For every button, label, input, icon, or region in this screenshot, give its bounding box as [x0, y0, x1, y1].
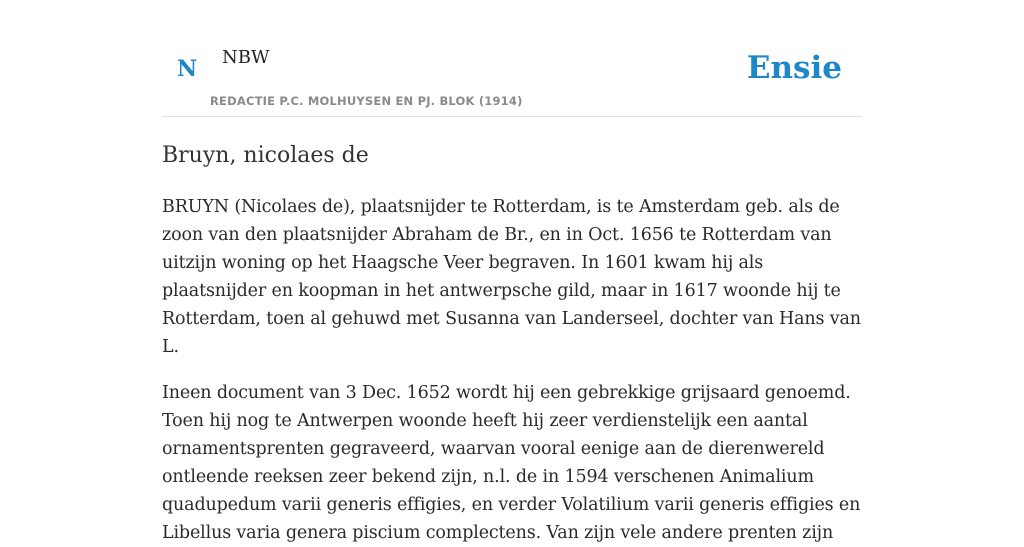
ensie-logo-link[interactable]: Ensie: [746, 50, 842, 86]
source-logo-letter[interactable]: N: [177, 56, 198, 82]
source-editors: REDACTIE P.C. MOLHUYSEN EN PJ. BLOK (1914): [210, 94, 523, 108]
article-body: [162, 193, 862, 547]
article-title: Bruyn, nicolaes de: [162, 143, 369, 168]
source-name[interactable]: NBW: [222, 47, 270, 68]
article-paragraph: BRUYN (Nicolaes de), plaatsnijder te Rotterdam, is te Amsterdam geb. als de zoon van den plaatsnijder Abraham de Br., en in Oct. 1656 te Rotterdam van uitzijn woning op het Haagsche Veer begraven. In 1601 kwam hij als plaatsnijder en koopman in het antwerpsche gild, maar in 1617 woonde hij te Rotterdam, toen al gehuwd met Susanna van Landerseel, dochter van Hans van L.: [162, 197, 861, 357]
page: [162, 0, 862, 543]
source-header: [162, 0, 862, 117]
article-paragraph: Ineen document van 3 Dec. 1652 wordt hij een gebrekkige grijsaard genoemd. Toen hij nog te Antwerpen woonde heeft hij zeer verdienstelijk een aantal ornamentsprenten gegraveerd, waarvan vooral eenige aan de dierenwereld ontleende reeksen zeer bekend zijn, n.l. de in 1594 verschenen Animalium quadupedum varii generis effigies, en verder Volatilium varii generis effigies en Libellus varia genera piscium complectens. Van zijn vele andere prenten zijn: [162, 383, 861, 543]
